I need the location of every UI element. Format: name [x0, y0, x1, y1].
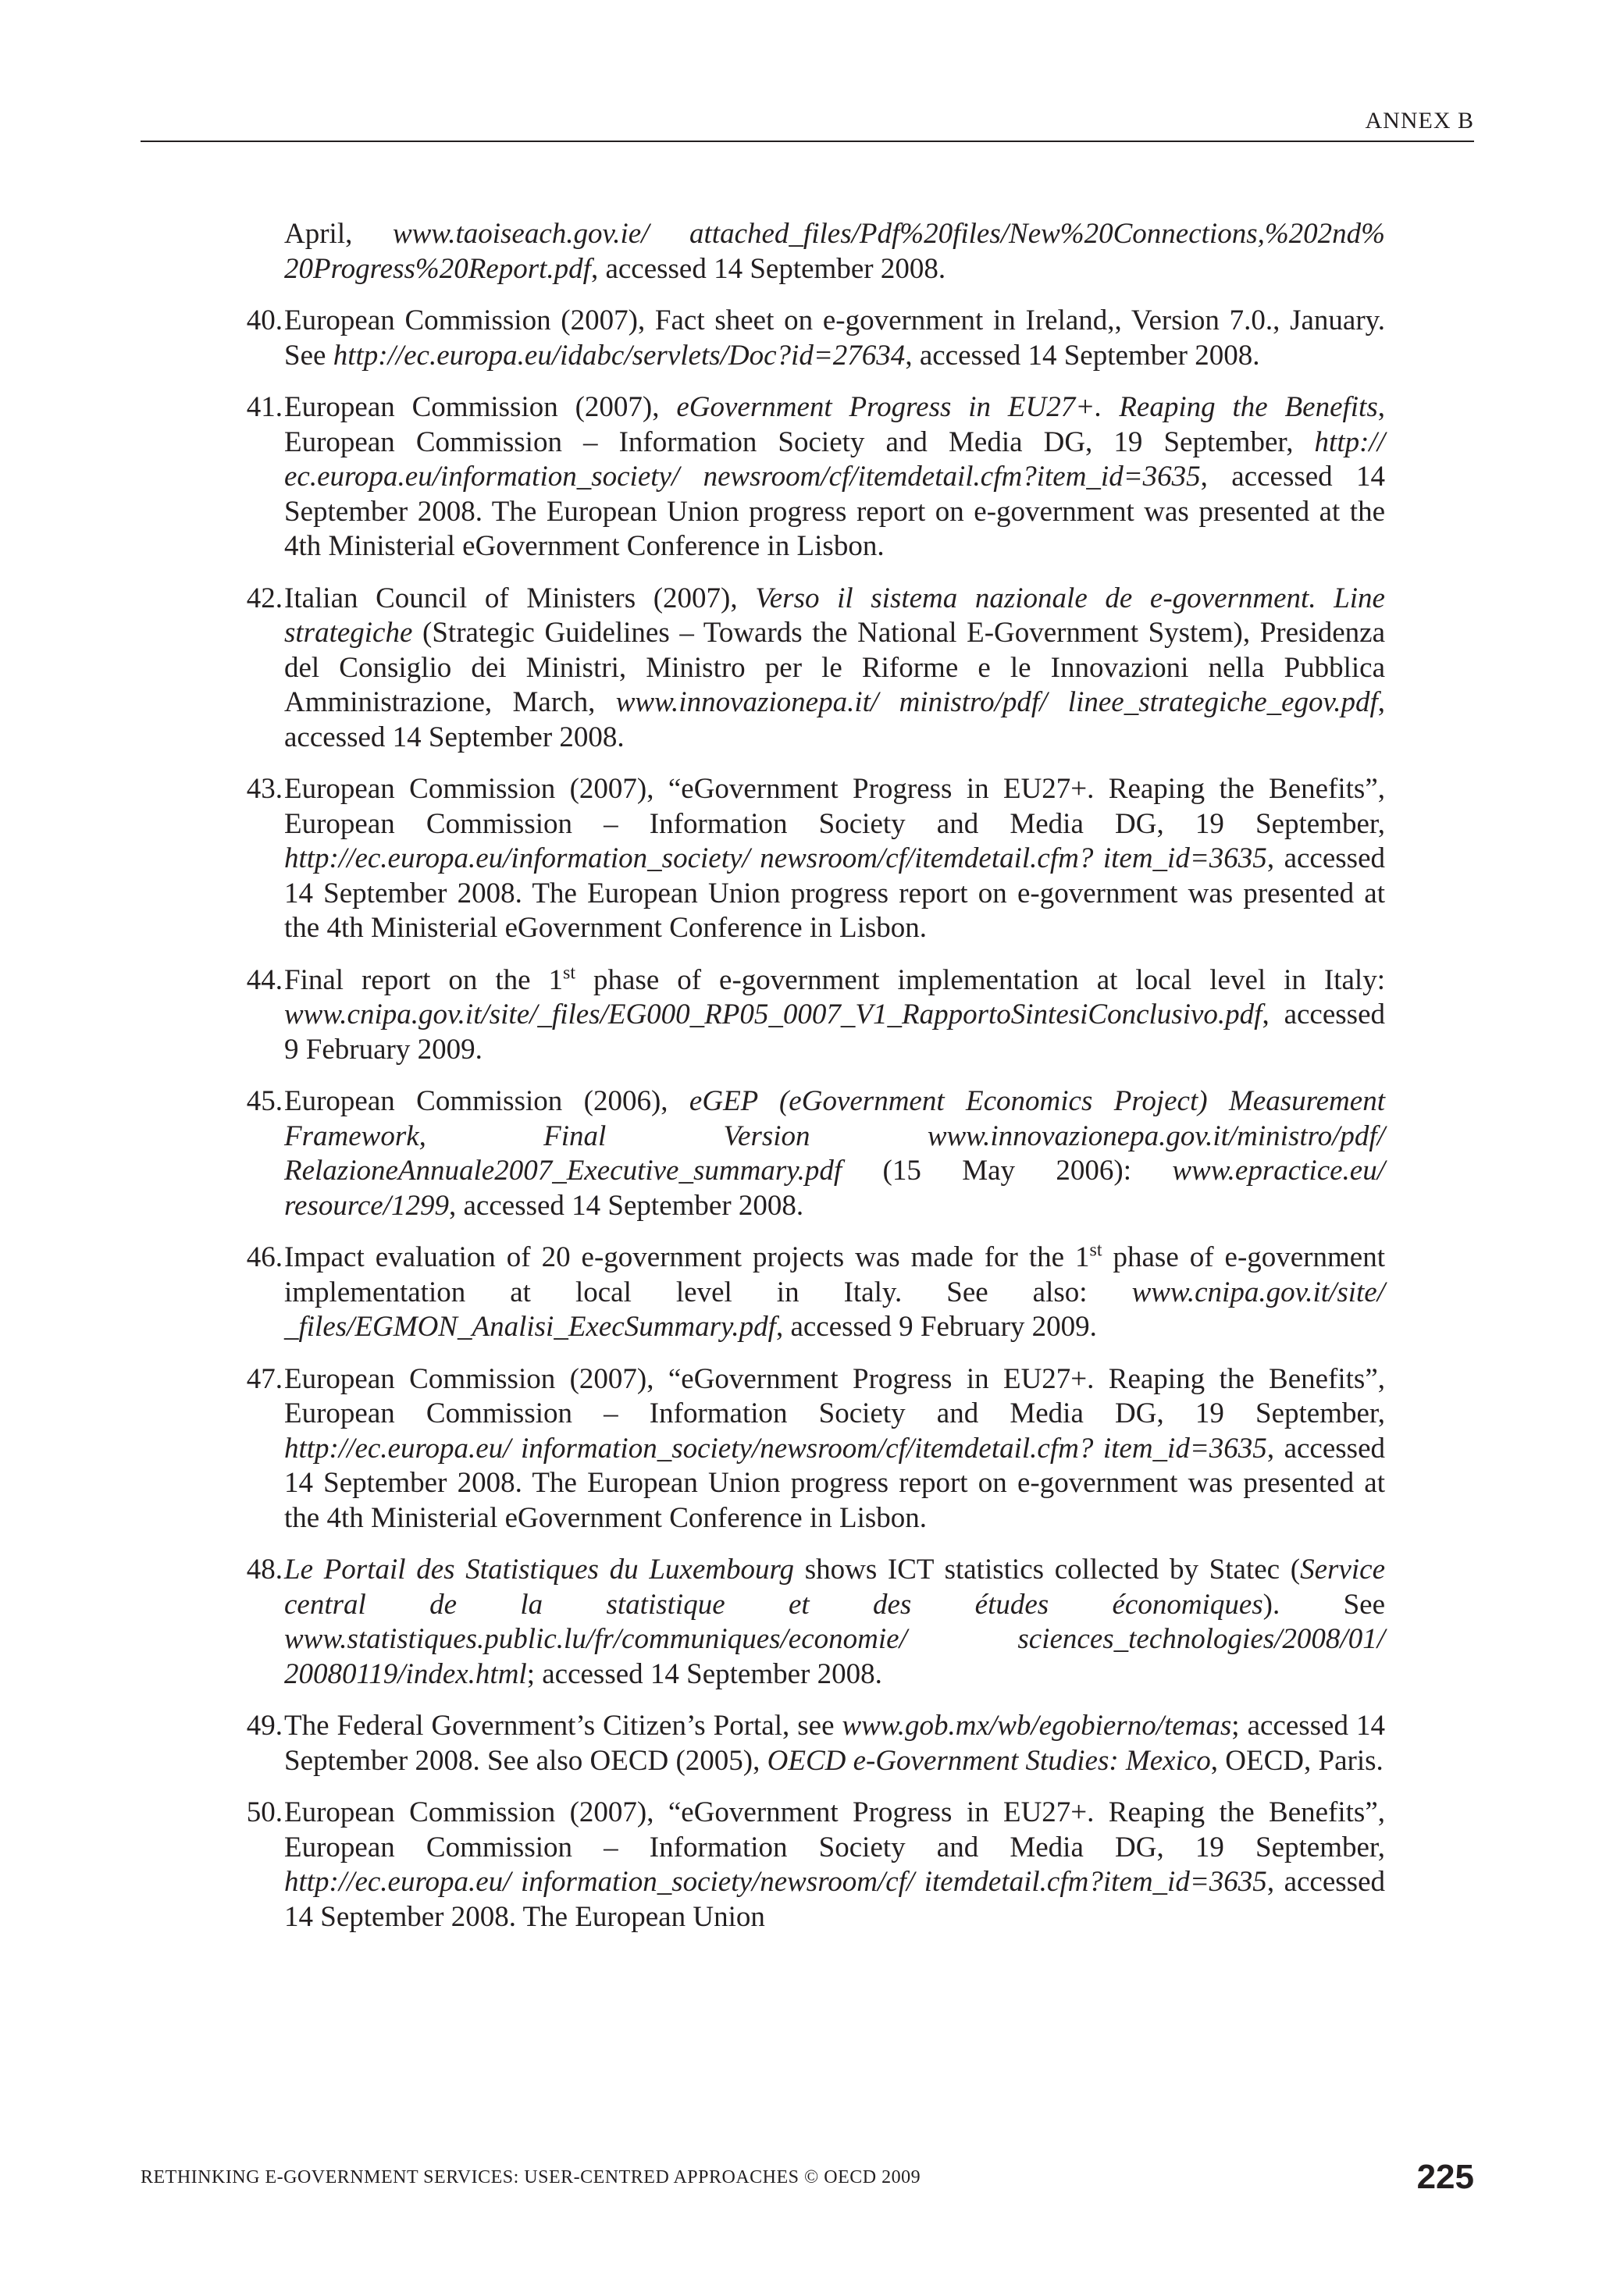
- endnotes-list: [234, 217, 1385, 1952]
- note-text: European Commission (2007), “eGovernment Progress in EU27+. Reaping the Benefits”, European Commission – Information Society and Media DG, 19 September, http://ec.europa.eu/ information_society/newsroom/cf/itemdetail.cfm? item_id=3635, accessed 14 September 2008. The European Union progress report on e-government was presented at the 4th Ministerial eGovernment Conference in Lisbon.: [284, 1362, 1385, 1534]
- url-link[interactable]: www.innovazionepa.gov.it/ministro/pdf/ RelazioneAnnuale2007_Executive_summary.pdf: [284, 1120, 1385, 1187]
- url-link[interactable]: www.epractice.eu/ resource/1299: [284, 1155, 1385, 1222]
- url-link[interactable]: www.cnipa.gov.it/site/ _files/EGMON_Analisi_ExecSummary.pdf: [284, 1276, 1385, 1343]
- note-49: [234, 1709, 1385, 1778]
- note-text: European Commission (2007), “eGovernment Progress in EU27+. Reaping the Benefits”, European Commission – Information Society and Media DG, 19 September, http://ec.europa.eu/ information_society/newsroom/cf/ itemdetail.cfm?item_id=3635, accessed 14 September 2008. The European Union: [284, 1796, 1385, 1933]
- note-text: Impact evaluation of 20 e-government projects was made for the 1st phase of e-government implementation at local level in Italy. See also: www.cnipa.gov.it/site/ _files/EGMON_Analisi_ExecSummary.pdf, accessed 9 February 2009.: [284, 1240, 1385, 1343]
- url-link[interactable]: http://ec.europa.eu/idabc/servlets/Doc?id=27634: [333, 339, 906, 372]
- url-link[interactable]: www.taoiseach.gov.ie/ attached_files/Pdf%20files/New%20Connections,%202nd% 20Progress%20Report.pdf: [284, 218, 1385, 285]
- note-text: April, www.taoiseach.gov.ie/ attached_files/Pdf%20files/New%20Connections,%202nd% 20Progress%20Report.pdf, accessed 14 September 2008.: [284, 218, 1385, 285]
- note-text: European Commission (2007), Fact sheet on e-government in Ireland,, Version 7.0., January. See http://ec.europa.eu/idabc/servlets/Doc?id=27634, accessed 14 September 2008.: [284, 304, 1385, 372]
- note-41: [234, 390, 1385, 564]
- note-number: 49.: [246, 1710, 283, 1742]
- note-text: European Commission (2007), eGovernment Progress in EU27+. Reaping the Benefits, European Commission – Information Society and Media DG, 19 September, http:// ec.europa.eu/information_society/ newsroom/cf/itemdetail.cfm?item_id=3635, accessed 14 September 2008. The European Union progress report on e-government was presented at the 4th Ministerial eGovernment Conference in Lisbon.: [284, 391, 1385, 562]
- url-link[interactable]: http://ec.europa.eu/ information_society/newsroom/cf/itemdetail.cfm? item_id=3635: [284, 1432, 1267, 1465]
- note-text: European Commission (2007), “eGovernment Progress in EU27+. Reaping the Benefits”, European Commission – Information Society and Media DG, 19 September, http://ec.europa.eu/information_society/ newsroom/cf/itemdetail.cfm? item_id=3635, accessed 14 September 2008. The European Union progress report on e-government was presented at the 4th Ministerial eGovernment Conference in Lisbon.: [284, 773, 1385, 944]
- publication-title: eGEP (eGovernment Economics Project) Measurement Framework, Final Version: [284, 1085, 1385, 1152]
- page-footer: [141, 2158, 1474, 2197]
- note-number: 48.: [246, 1554, 283, 1586]
- note-number: 47.: [246, 1362, 283, 1395]
- note-number: 50.: [246, 1796, 283, 1828]
- note-45: [234, 1084, 1385, 1223]
- note-42: [234, 582, 1385, 756]
- note-number: 42.: [246, 582, 283, 614]
- url-link[interactable]: www.innovazionepa.it/ ministro/pdf/ linee_strategiche_egov.pdf: [615, 686, 1378, 718]
- footer-publication-title: RETHINKING E-GOVERNMENT SERVICES: USER-CENTRED APPROACHES © OECD 2009: [141, 2167, 921, 2187]
- note-46: [234, 1241, 1385, 1345]
- note-number: 46.: [246, 1241, 283, 1273]
- url-link[interactable]: http://ec.europa.eu/ information_society/newsroom/cf/ itemdetail.cfm?item_id=3635: [284, 1866, 1267, 1898]
- url-link[interactable]: www.cnipa.gov.it/site/_files/EG000_RP05_0007_V1_RapportoSintesiConclusivo.pdf: [284, 998, 1262, 1031]
- page-number: 225: [1416, 2158, 1474, 2196]
- note-47: [234, 1362, 1385, 1536]
- url-link[interactable]: www.gob.mx/wb/egobierno/temas: [842, 1710, 1232, 1742]
- note-text: The Federal Government’s Citizen’s Portal, see www.gob.mx/wb/egobierno/temas; accessed 14 September 2008. See also OECD (2005), OECD e-Government Studies: Mexico, OECD, Paris.: [284, 1710, 1385, 1777]
- url-link[interactable]: www.statistiques.public.lu/fr/communiques/economie/ sciences_technologies/2008/01/ 20080119/index.html: [284, 1623, 1385, 1690]
- note-text: Italian Council of Ministers (2007), Verso il sistema nazionale de e-government. Line strategiche (Strategic Guidelines – Towards the National E-Government System), Presidenza del Consiglio dei Ministri, Ministro per le Riforme e le Innovazioni nella Pubblica Amministrazione, March, www.innovazionepa.it/ ministro/pdf/ linee_strategiche_egov.pdf, accessed 14 September 2008.: [284, 582, 1385, 753]
- note-number: 45.: [246, 1085, 283, 1117]
- organization-name: Service central de la statistique et des études économiques: [284, 1554, 1385, 1621]
- publication-title: Verso il sistema nazionale de e-government. Line strategiche: [284, 582, 1385, 649]
- note-43: [234, 772, 1385, 946]
- running-header: [141, 101, 1474, 142]
- note-40: [234, 304, 1385, 373]
- note-number: 40.: [246, 304, 283, 336]
- note-44: [234, 963, 1385, 1068]
- note-number: 41.: [246, 391, 283, 423]
- note-text: European Commission (2006), eGEP (eGovernment Economics Project) Measurement Framework, Final Version www.innovazionepa.gov.it/ministro/pdf/ RelazioneAnnuale2007_Executive_summary.pdf (15 May 2006): www.epractice.eu/ resource/1299, accessed 14 September 2008.: [284, 1085, 1385, 1222]
- annex-label: ANNEX B: [1365, 108, 1474, 133]
- note-text: Le Portail des Statistiques du Luxembourg shows ICT statistics collected by Statec (Service central de la statistique et des études économiques). See www.statistiques.public.lu/fr/communiques/economie/ sciences_technologies/2008/01/ 20080119/index.html; accessed 14 September 2008.: [284, 1554, 1385, 1690]
- note-number: 43.: [246, 773, 283, 805]
- url-link[interactable]: http://ec.europa.eu/information_society/ newsroom/cf/itemdetail.cfm? item_id=3635: [284, 842, 1267, 874]
- note-number: 44.: [246, 963, 283, 996]
- note-continuation: [234, 217, 1385, 287]
- publication-title: eGovernment Progress in EU27+. Reaping the Benefits: [676, 391, 1378, 423]
- note-text: Final report on the 1st phase of e-government implementation at local level in Italy: www.cnipa.gov.it/site/_files/EG000_RP05_0007_V1_RapportoSintesiConclusivo.pdf, accessed 9 February 2009.: [284, 963, 1385, 1066]
- publication-title: Le Portail des Statistiques du Luxembourg: [284, 1554, 794, 1586]
- note-48: [234, 1553, 1385, 1692]
- note-50: [234, 1796, 1385, 1935]
- url-link[interactable]: http:// ec.europa.eu/information_society/ newsroom/cf/itemdetail.cfm?item_id=3635: [284, 425, 1385, 493]
- publication-title: OECD e-Government Studies: Mexico: [767, 1744, 1211, 1777]
